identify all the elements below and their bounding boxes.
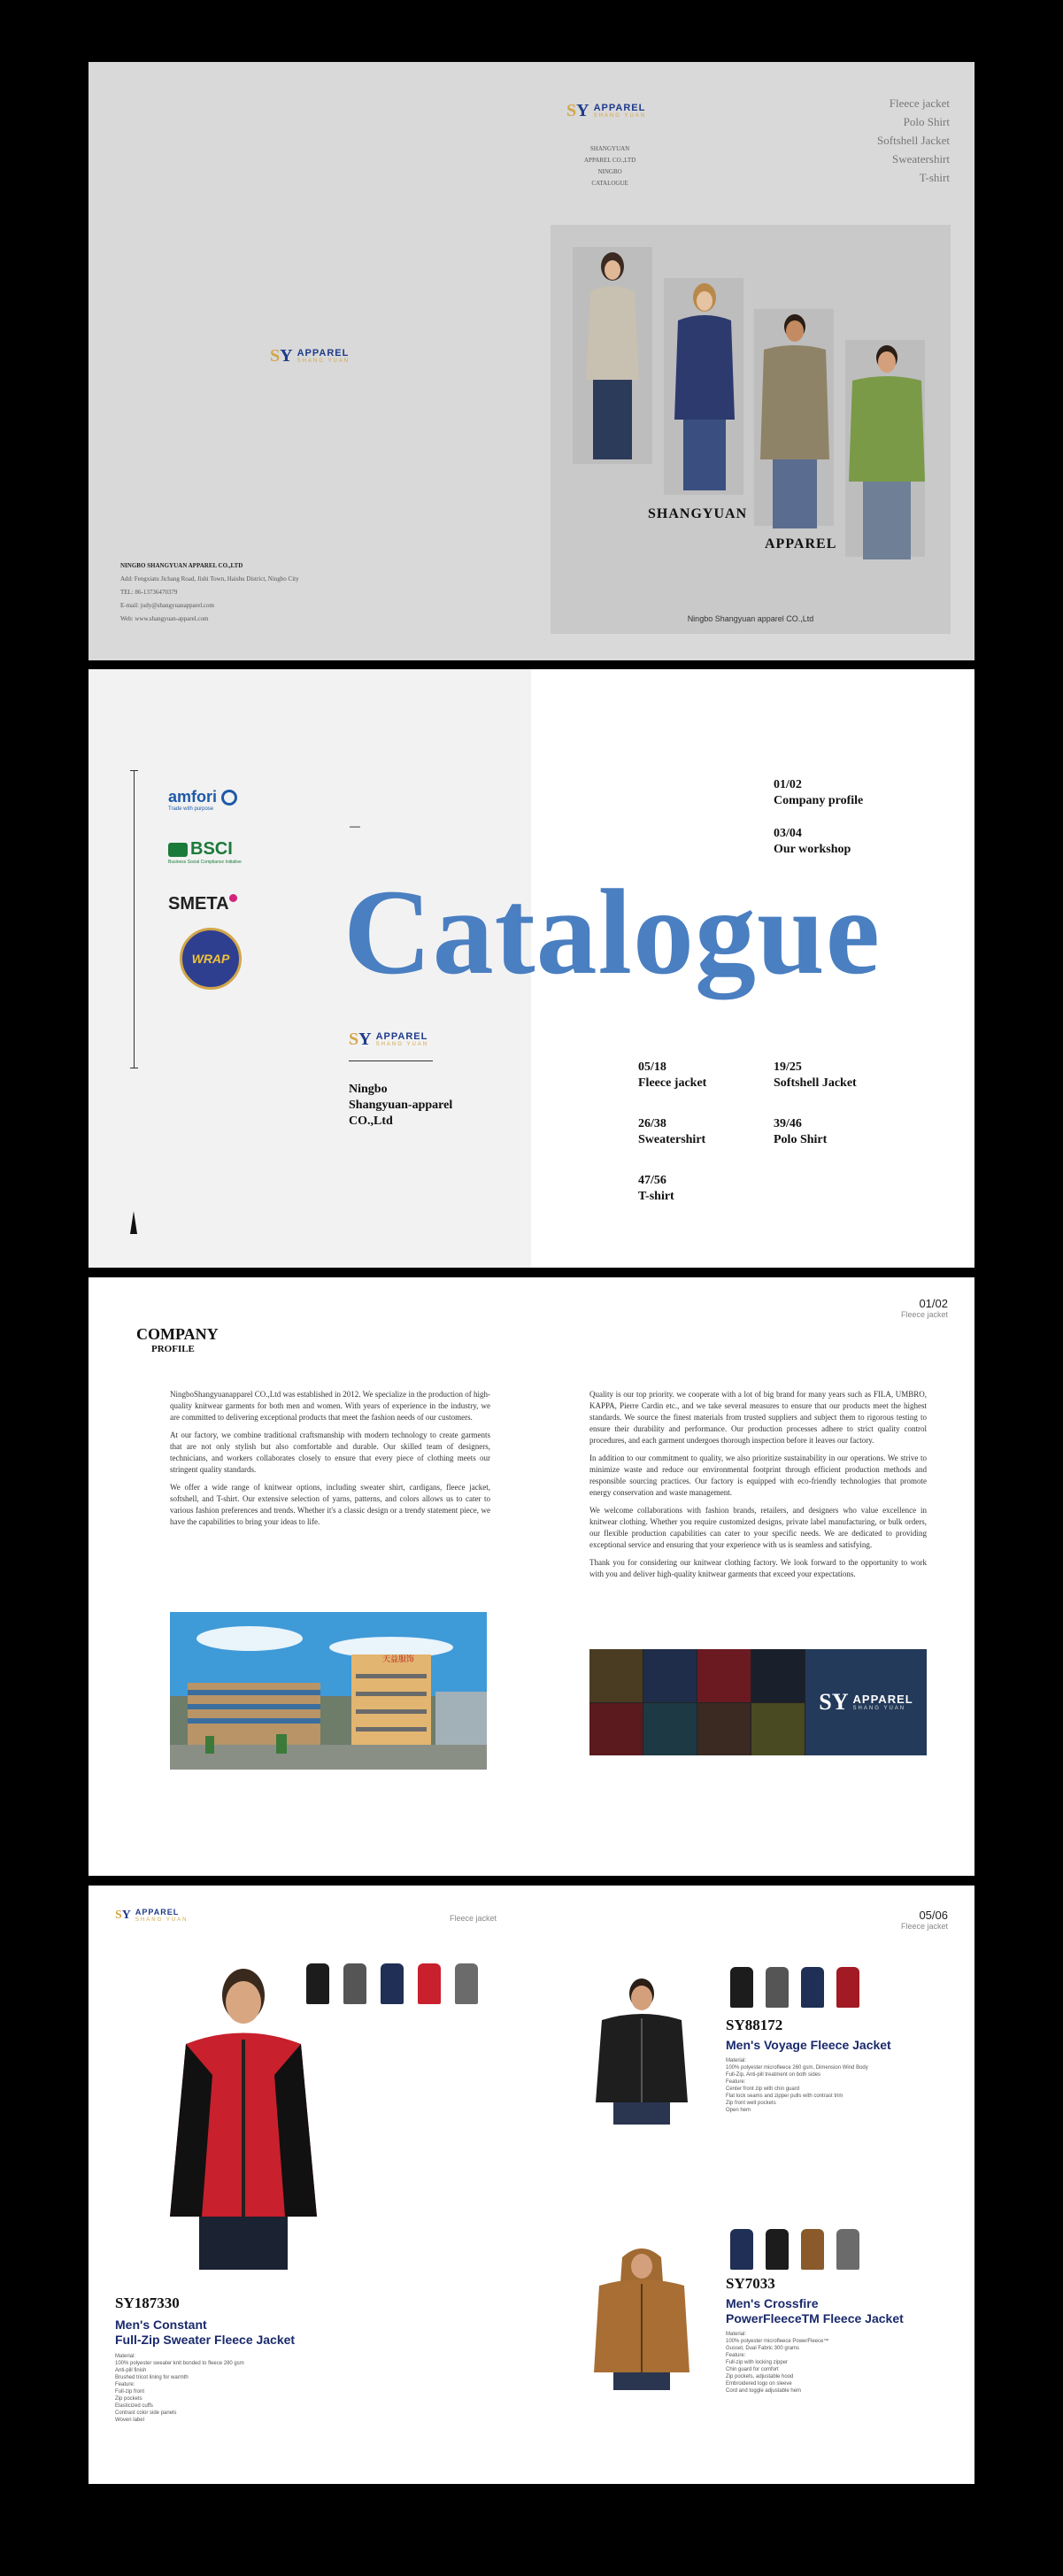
swatch-tile [643,1703,697,1755]
swatch-tile [697,1703,751,1755]
cover-center-logo [270,347,350,365]
toc-left [638,1060,706,1205]
profile-title-small: PROFILE [151,1344,195,1354]
toc-label: T-shirt [638,1190,674,1203]
page-section: Fleece jacket [900,1922,948,1931]
swatch-tile [751,1649,805,1702]
company-line: CO.,Ltd [349,1114,393,1128]
profile-right-text [589,1389,927,1586]
toc-range: 01/02 [774,778,802,791]
smeta-text: SMETA [168,894,229,914]
cover-contact [120,559,299,626]
spec-line: Zip pockets, adjustable hood [726,2374,794,2379]
spec-line: Woven label [115,2418,144,2423]
logo-mark-icon: SY [115,1909,131,1923]
profile-paragraph: Quality is our top priority. we cooperate with a lot of big brand for many years such as FILA, UMBRO, KAPPA, Pierre Cardin etc., and we take several measures to ensure that our products meet the highest standards. We source the finest materials from trusted suppliers and subject them to rigorous testing to ensure their durability and performance. Our production processes adhere to strict quality control procedures, and each garment undergoes thorough inspection before it leaves our factory. [589,1390,927,1445]
spec-line: 100% polyester sweater knit bonded to fleece 280 gsm [115,2361,244,2366]
factory-photo [170,1612,487,1770]
product-specs [115,2353,345,2424]
spec-line: Zip front welt pockets [726,2101,776,2106]
amfori-logo [168,788,237,812]
spec-line: Full-zip with locking zipper [726,2360,789,2365]
cover-word-shangyuan: SHANGYUAN [648,506,748,521]
color-swatch[interactable] [418,1963,441,2004]
bsci-logo [168,839,242,865]
product-specs [726,2057,956,2114]
product-sku: SY187330 [115,2294,180,2311]
category-list [877,94,950,187]
product-info [726,2275,956,2395]
cover-line: CATALOGUE [591,180,628,187]
swatch-row [730,1967,890,2011]
toc-top [774,777,863,858]
products-logo [115,1909,189,1923]
spec-line: Feature: [115,2382,135,2387]
toc-label: Sweatershirt [638,1133,706,1146]
cover-word-apparel: APPAREL [765,536,837,551]
swatch-tile [751,1703,805,1755]
color-swatch[interactable] [801,2229,824,2270]
spec-line: Material: [726,2332,747,2337]
toc-label: Company profile [774,794,864,807]
cover-small-lines [584,143,635,189]
logo-mark-icon: SY [349,1030,372,1049]
color-swatch[interactable] [343,1963,366,2004]
product-name: Men's Crossfire [726,2296,819,2310]
brand-sub: SHANG YUAN [297,358,350,364]
color-swatch[interactable] [730,1967,753,2008]
toc-label: Our workshop [774,843,851,856]
company-line: Ningbo [349,1083,388,1096]
color-swatch[interactable] [836,1967,859,2008]
profile-paragraph: At our factory, we combine traditional craftsmanship with modern technology to create garments that are not only stylish but also comfortable and durable. Our skilled team of designers, technicians, and workers collaborates closely to ensure that every piece of clothing meets our stringent quality standards. [170,1431,490,1474]
brand-sub: SHANG YUAN [135,1917,189,1923]
product-name: Full-Zip Sweater Fleece Jacket [115,2333,296,2347]
cover-line: NINGBO [597,168,622,175]
swatch-tile [697,1649,751,1702]
page-section: Fleece jacket [900,1310,948,1319]
cover-photo-panel [551,225,951,634]
products-header-label: Fleece jacket [450,1914,497,1923]
smeta-dot-icon [229,894,237,902]
category-item: T-shirt [919,171,950,184]
swatch-tile [589,1649,643,1702]
toc-label: Polo Shirt [774,1133,828,1146]
brand-logo [566,102,646,120]
swatch-tile [643,1649,697,1702]
logo-rule [349,1060,433,1061]
spec-line: Material: [115,2354,136,2359]
spec-line: Cord and toggle adjustable hem [726,2388,802,2394]
toc-range: 05/18 [638,1060,666,1074]
color-swatch[interactable] [801,1967,824,2008]
color-swatch[interactable] [306,1963,329,2004]
color-swatch[interactable] [836,2229,859,2270]
product-info [115,2294,345,2424]
swatch-tile [589,1703,643,1755]
category-item: Sweatershirt [892,152,950,166]
product-photo [589,2240,695,2390]
cover-address: Add: Fengxiatu Jichang Road, Jishi Town, Haishu District, Ningbo City [120,575,299,582]
category-item: Fleece jacket [889,96,950,110]
page-number-block [901,1297,948,1319]
brand-sub: SHANG YUAN [852,1705,906,1711]
logo-mark-icon: SY [566,101,589,120]
model-photo [577,247,648,464]
profile-left-text [170,1389,490,1534]
brand-name: APPAREL [297,347,350,359]
model-photo [757,309,833,530]
spec-line: Feature: [726,2353,746,2358]
toc-range: 39/46 [774,1117,802,1130]
profile-paragraph: We offer a wide range of knitwear options, including sweater shirt, cardigans, fleece jacket, softshell, and T-shirt. Our extensive selection of yarns, patterns, and colors allows us to cater to various fashion preferences and trends. Whether it's a classic design or a trendy statement piece, we have the capabilities to bring your ideas to life. [170,1483,490,1526]
spec-line: Material: [726,2058,747,2063]
toc-label: Fleece jacket [638,1076,707,1090]
spec-line: 100% polyester microfleece 260 gsm, Dimension Wind Body [726,2065,868,2071]
sweater-collage [589,1649,927,1755]
page-number-block [901,1909,948,1931]
brand-name: APPAREL [593,102,646,113]
cover-line: SHANGYUAN [589,145,630,152]
swatch-row [306,1963,510,2008]
intro-dash: — [350,820,360,832]
bsci-hand-icon [168,843,188,857]
color-swatch[interactable] [455,1963,478,2004]
cover-web: Web: www.shangyuan-apparel.com [120,615,209,622]
product-name: PowerFleeceTM Fleece Jacket [726,2311,904,2325]
spec-line: Chin guard for comfort [726,2367,779,2372]
spec-line: Embroidered logo on sleeve [726,2381,792,2387]
color-swatch[interactable] [766,2229,789,2270]
brand-sub: SHANG YUAN [593,112,647,119]
cover-tel: TEL: 86-13736470379 [120,589,178,596]
smeta-logo [168,894,237,914]
profile-paragraph: Thank you for considering our knitwear clothing factory. We look forward to the opportunity to work with you and deliver high-quality knitwear garments that exceed your expectations. [589,1558,927,1578]
spec-line: Full-zip front [115,2389,145,2395]
brand-name: APPAREL [135,1908,180,1917]
product-photo [589,1974,695,2125]
category-item: Softshell Jacket [877,134,950,147]
logo-mark-icon: SY [270,346,293,366]
company-profile-page [89,1277,974,1876]
logo-mark-icon: SY [819,1689,849,1715]
toc-range: 26/38 [638,1117,666,1130]
page-number: 01/02 [919,1297,948,1310]
wrap-seal [180,928,242,990]
cover-page [89,62,974,660]
spec-line: Anti-pill finish [115,2368,147,2373]
spec-line: Flat lock seams and zipper pulls with contrast trim [726,2094,843,2099]
spec-line: Open hem [726,2108,751,2113]
toc-range: 03/04 [774,827,802,840]
spec-line: 100% polyester microfleece PowerFleece™ [726,2339,829,2344]
cover-line: APPAREL CO.,LTD [584,157,636,164]
toc-label: Softshell Jacket [774,1076,857,1090]
amfori-ring-icon [221,790,237,806]
bsci-sub: Business Social Compliance Initiative [168,860,242,865]
product-info [726,2017,956,2114]
product-sku: SY88172 [726,2017,783,2033]
color-swatch[interactable] [730,2229,753,2270]
profile-title-big: COMPANY [136,1325,219,1343]
company-line: Shangyuan-apparel [349,1099,453,1112]
products-page [89,1886,974,2484]
cover-caption: Ningbo Shangyuan apparel CO.,Ltd [687,614,814,623]
brand-name: APPAREL [852,1692,913,1706]
amfori-sub: Trade with purpose [168,806,214,812]
spec-line: Contrast color side panels [115,2410,177,2416]
toc-range: 47/56 [638,1174,666,1187]
spec-line: Full-Zip, Anti-pill treatment on both sides [726,2072,821,2078]
brand-name: APPAREL [375,1030,428,1042]
bsci-text: BSCI [190,839,233,859]
toc-right [774,1060,857,1148]
spec-line: Elasticized cuffs [115,2403,153,2409]
wrap-text: WRAP [191,952,230,966]
intro-logo [349,1030,428,1048]
profile-paragraph: In addition to our commitment to quality, we also prioritize sustainability in our operations. We strive to minimize waste and reduce our environmental footprint through efficient production methods and responsible sourcing practices. Our factory is equipped with eco-friendly technologies that promote energy conservation and waste management. [589,1454,927,1497]
amfori-text: amfori [168,788,218,806]
color-swatch[interactable] [766,1967,789,2008]
color-swatch[interactable] [381,1963,404,2004]
collage-logo-tile [805,1649,927,1755]
category-item: Polo Shirt [903,115,950,128]
model-photo [667,278,742,495]
model-photo [845,340,928,561]
factory-sign: 天益服饰 [382,1654,415,1663]
spec-line: Center front zip with chin guard [726,2086,800,2092]
catalogue-page [89,669,974,1268]
catalogue-title: Catalogue [343,864,881,999]
product-name: Men's Constant [115,2318,207,2332]
spec-line: Gusset, Dual Fabric 300 grams [726,2346,800,2351]
product-name: Men's Voyage Fleece Jacket [726,2038,891,2052]
profile-title [136,1325,219,1354]
triangle-icon [130,1211,137,1234]
cover-email: E-mail: judy@shangyuanapparel.com [120,602,214,609]
cover-company: NINGBO SHANGYUAN APPAREL CO.,LTD [120,562,243,569]
toc-range: 19/25 [774,1060,802,1074]
spec-line: Brushed tricot lining for warmth [115,2375,189,2380]
product-sku: SY7033 [726,2275,775,2292]
page-number: 05/06 [919,1909,948,1922]
rule-cap [130,770,138,771]
brand-sub: SHANG YUAN [375,1041,429,1047]
profile-paragraph: NingboShangyuanapparel CO.,Ltd was established in 2012. We specialize in the production of high-quality knitwear garments for both men and women. With years of experience in the industry, we are committed to delivering exceptional products that meet the fashion needs of our customers. [170,1390,490,1422]
spec-line: Feature: [726,2079,746,2085]
profile-paragraph: We welcome collaborations with fashion brands, retailers, and designers who value excellence in knitwear clothing. Whether you require customized designs, private label manufacturing, or bulk orders, our flexible production capabilities can cater to your specific needs. We are dedicated to providing exceptional service and ensuring that your experience with us is seamless and satisfying. [589,1506,927,1549]
spec-line: Zip pockets [115,2396,143,2402]
intro-company [349,1082,452,1130]
product-specs [726,2331,956,2395]
vertical-rule [134,770,135,1068]
swatch-row [730,2229,890,2273]
